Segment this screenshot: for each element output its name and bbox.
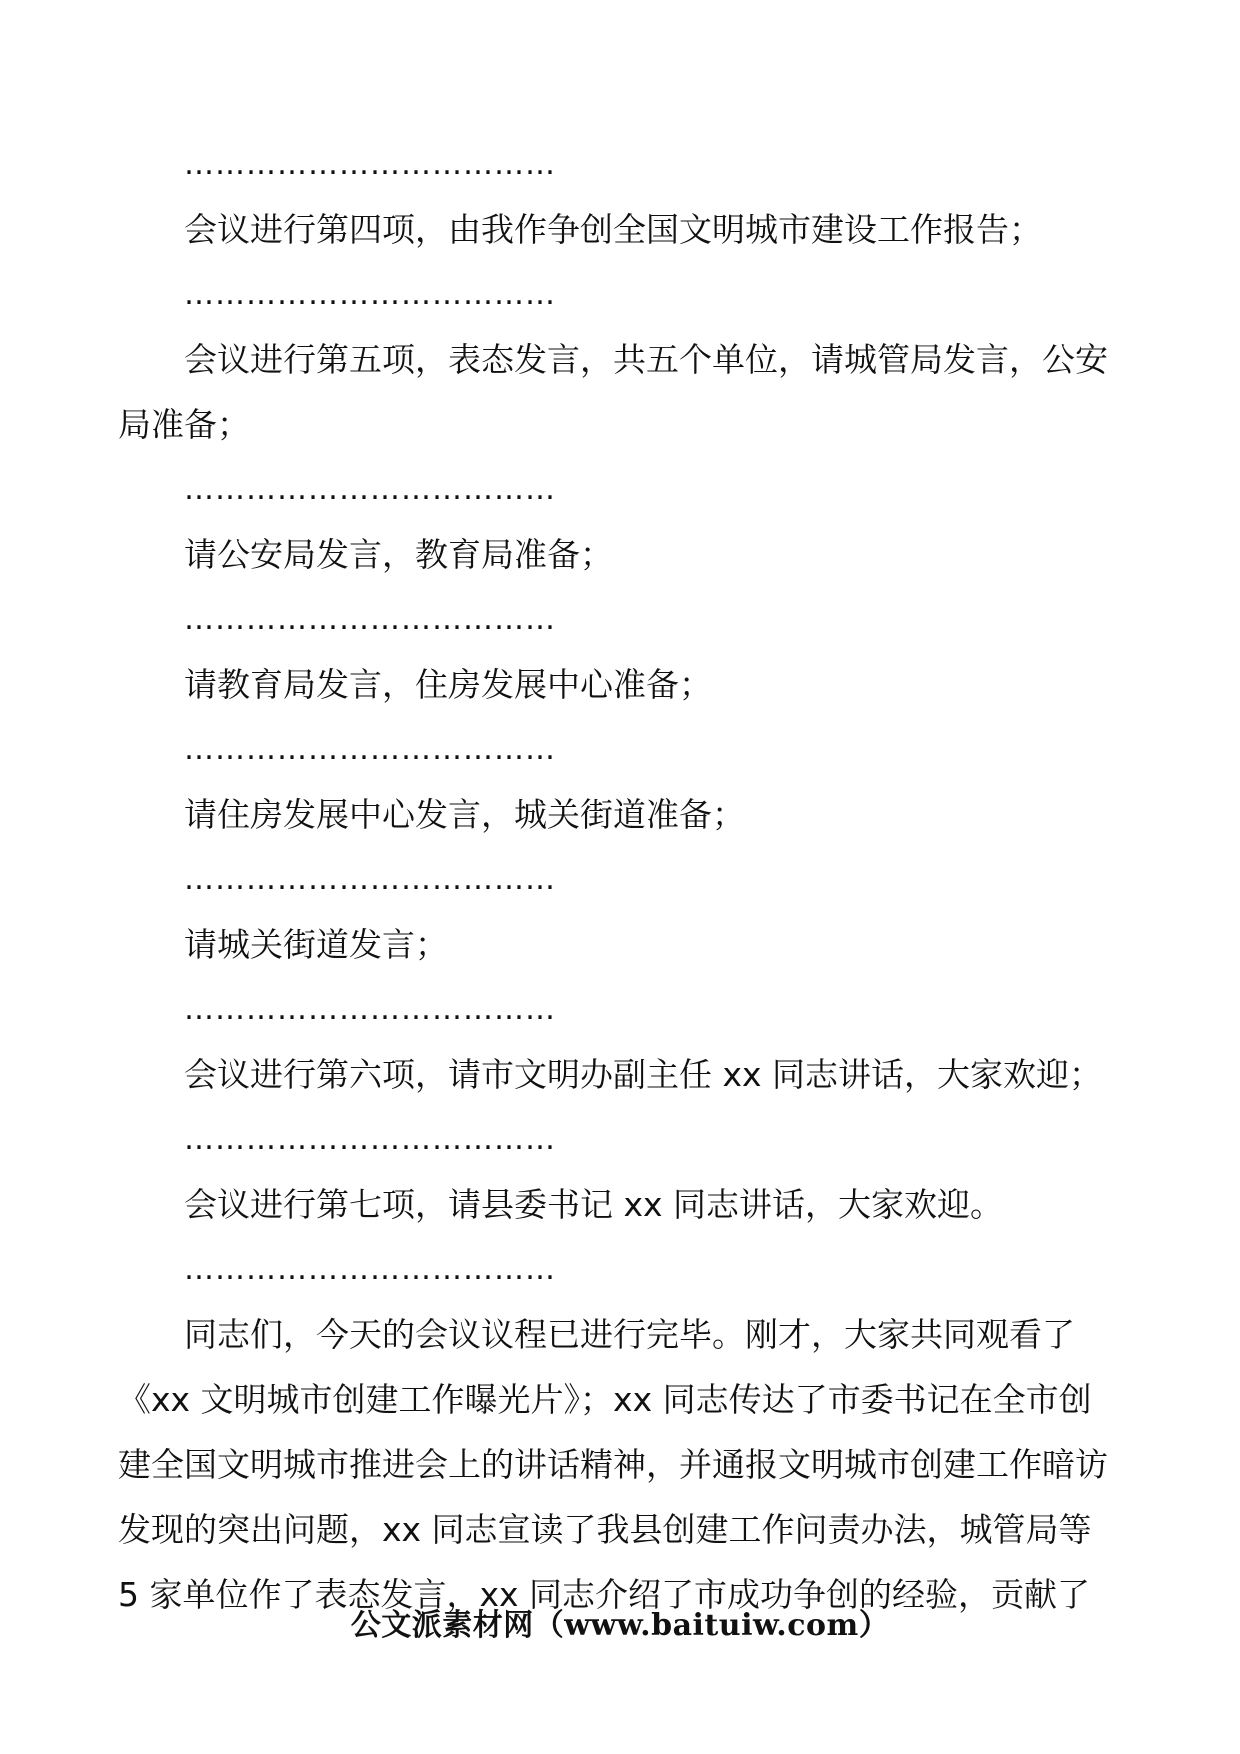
ellipsis-line: ……………………………… xyxy=(184,602,556,637)
agenda-item-6: 会议进行第六项，请市文明办副主任 xx 同志讲话，大家欢迎； xyxy=(184,1055,1103,1094)
speaker-education: 请教育局发言，住房发展中心准备； xyxy=(184,665,712,704)
speaker-housing: 请住房发展中心发言，城关街道准备； xyxy=(184,795,745,834)
closing-paragraph xyxy=(118,1302,1128,1627)
agenda-item-5: 会议进行第五项，表态发言，共五个单位，请城管局发言，公安 xyxy=(184,340,1108,379)
agenda-item-4: 会议进行第四项，由我作争创全国文明城市建设工作报告； xyxy=(184,210,1042,249)
ellipsis-line: ……………………………… xyxy=(184,277,556,312)
ellipsis-line: ……………………………… xyxy=(184,862,556,897)
agenda-item-5-continuation: 局准备； xyxy=(118,405,250,444)
ellipsis-line: ……………………………… xyxy=(184,147,556,182)
speaker-public-security: 请公安局发言，教育局准备； xyxy=(184,535,613,574)
ellipsis-line: ……………………………… xyxy=(184,1252,556,1287)
ellipsis-line: ……………………………… xyxy=(184,1122,556,1157)
agenda-item-7: 会议进行第七项，请县委书记 xx 同志讲话，大家欢迎。 xyxy=(184,1185,1004,1224)
closing-line: 发现的突出问题，xx 同志宣读了我县创建工作问责办法，城管局等 xyxy=(118,1510,1092,1549)
closing-line: 《xx 文明城市创建工作曝光片》；xx 同志传达了市委书记在全市创 xyxy=(118,1380,1092,1419)
footer-watermark: 公文派素材网（www.baituiw.com） xyxy=(350,1608,890,1643)
ellipsis-line: ……………………………… xyxy=(184,732,556,767)
document-body xyxy=(118,132,1128,1627)
ellipsis-line: ……………………………… xyxy=(184,472,556,507)
closing-line: 同志们，今天的会议议程已进行完毕。刚才，大家共同观看了 xyxy=(184,1315,1075,1354)
closing-line: 建全国文明城市推进会上的讲话精神，并通报文明城市创建工作暗访 xyxy=(118,1445,1108,1484)
closing-line: 5 家单位作了表态发言，xx 同志介绍了市成功争创的经验，贡献了 xyxy=(118,1575,1091,1614)
ellipsis-line: ……………………………… xyxy=(184,992,556,1027)
speaker-street: 请城关街道发言； xyxy=(184,925,448,964)
